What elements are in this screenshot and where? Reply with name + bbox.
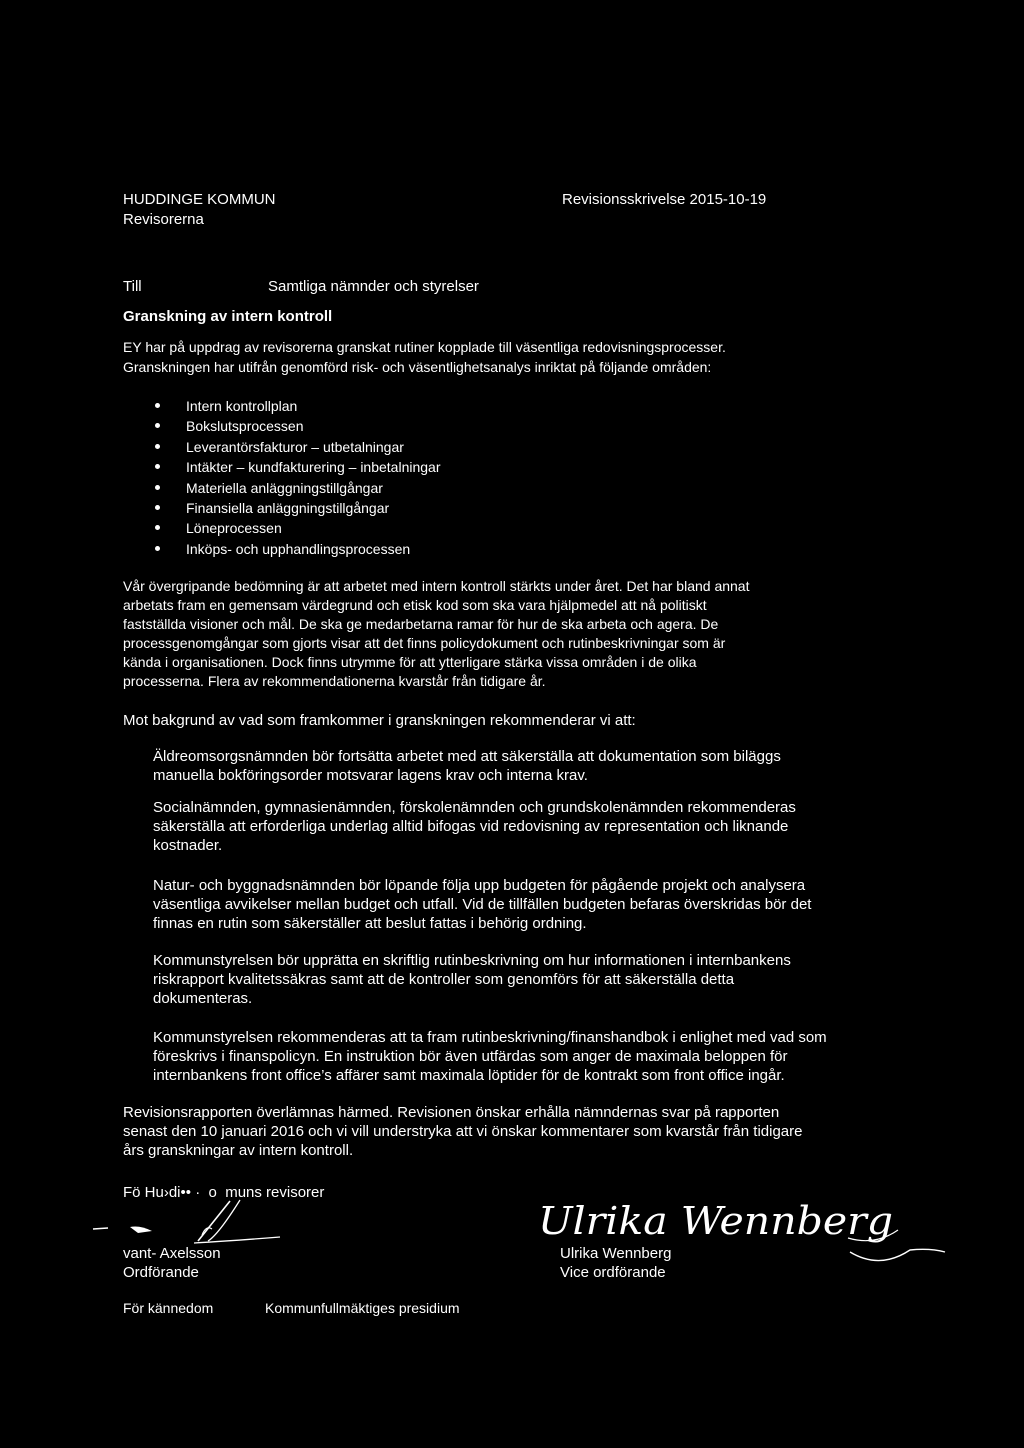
review-areas-list — [155, 396, 441, 559]
signer-2-role: Vice ordförande — [560, 1264, 666, 1281]
paragraph-line: Revisionsrapporten överlämnas härmed. Revisionen önskar erhålla nämndernas svar på rapporten — [123, 1104, 780, 1121]
recipient-label: Till — [123, 278, 142, 295]
list-item-label: Löneprocessen — [186, 520, 282, 537]
paragraph-line: processerna. Flera av rekommendationerna kvarstår från tidigare år. — [123, 673, 546, 689]
signer-2-name: Ulrika Wennberg — [560, 1245, 672, 1262]
intro-line-1: EY har på uppdrag av revisorerna granskat rutiner kopplade till väsentliga redovisningsprocesser. — [123, 339, 726, 355]
paragraph-line: Socialnämnden, gymnasienämnden, förskolenämnden och grundskolenämnden rekommenderas — [153, 799, 796, 816]
paragraph-line: Kommunstyrelsen rekommenderas att ta fram rutinbeskrivning/finanshandbok i enlighet med vad som — [153, 1029, 827, 1046]
list-item-label: Materiella anläggningstillgångar — [186, 479, 383, 496]
recommendation-2 — [153, 798, 913, 855]
recommendation-1 — [153, 747, 913, 785]
signer-1-role: Ordförande — [123, 1264, 199, 1281]
list-item — [155, 437, 441, 457]
bullet-icon — [155, 505, 160, 510]
list-item — [155, 498, 441, 518]
paragraph-line: arbetats fram en gemensam värdegrund och etisk kod som ska vara hjälpmedel att nå politiskt — [123, 597, 707, 613]
recommendation-5 — [153, 1028, 913, 1085]
list-item-label: Leverantörsfakturor – utbetalningar — [186, 438, 404, 455]
list-item-label: Intern kontrollplan — [186, 398, 298, 414]
paragraph-line: föreskrivs i finanspolicyn. En instruktion bör även utfärdas som anger de maximala beloppen för — [153, 1048, 788, 1065]
closing-paragraph — [123, 1103, 802, 1160]
organization-name: HUDDINGE KOMMUN — [123, 191, 276, 208]
list-item — [155, 416, 441, 436]
paragraph-line: processgenomgångar som gjorts visar att det finns policydokument och rutinbeskrivningar som är — [123, 635, 726, 651]
list-item-label: Bokslutsprocessen — [186, 418, 304, 435]
paragraph-line: internbankens front office’s affärer samt maximala löptider för de kontrakt som front office ingår. — [153, 1067, 785, 1084]
document-type-date: Revisionsskrivelse 2015-10-19 — [562, 191, 767, 208]
signer-1-name: vant- Axelsson — [123, 1245, 221, 1262]
recommendation-3 — [153, 876, 913, 933]
list-item — [155, 396, 441, 416]
paragraph-line: Kommunstyrelsen bör upprätta en skriftlig rutinbeskrivning om hur informationen i internbankens — [153, 952, 791, 969]
document-title: Granskning av intern kontroll — [123, 308, 333, 325]
bullet-icon — [155, 485, 160, 490]
list-item — [155, 518, 441, 538]
intro-line-2: Granskningen har utifrån genomförd risk- och väsentlighetsanalys inriktat på följande områden: — [123, 359, 712, 375]
paragraph-line: säkerställa att erforderliga underlag alltid bifogas vid redovisning av representation och liknande — [153, 818, 789, 835]
paragraph-line: kostnader. — [153, 837, 223, 854]
paragraph-line: väsentliga avvikelser mellan budget och utfall. Vid de tillfällen budgeten befaras överskridas bör det — [153, 896, 812, 913]
paragraph-line: dokumenteras. — [153, 990, 253, 1007]
footer-value: Kommunfullmäktiges presidium — [265, 1300, 460, 1316]
signature-2-text: Ulrika Wennberg — [538, 1199, 893, 1243]
paragraph-line: manuella bokföringsorder motsvarar lagens krav och interna krav. — [153, 767, 588, 784]
assessment-paragraph — [123, 577, 749, 691]
bullet-icon — [155, 403, 160, 408]
recipient-value: Samtliga nämnder och styrelser — [268, 278, 479, 295]
paragraph-line: Natur- och byggnadsnämnden bör löpande följa upp budgeten för pågående projekt och analysera — [153, 877, 806, 894]
paragraph-line: senast den 10 januari 2016 och vi vill understryka att vi önskar kommentarer som kvarstår från tidigare — [123, 1123, 803, 1140]
list-item-label: Inköps- och upphandlingsprocessen — [186, 540, 411, 557]
paragraph-line: Vår övergripande bedömning är att arbetet med intern kontroll stärkts under året. Det har bland annat — [123, 578, 750, 594]
paragraph-line: kända i organisationen. Dock finns utrymme för att ytterligare stärka vissa områden i de olika — [123, 654, 697, 670]
recommendation-intro: Mot bakgrund av vad som framkommer i granskningen rekommenderar vi att: — [123, 712, 636, 729]
list-item — [155, 457, 441, 477]
paragraph-line: riskrapport kvalitetssäkras samt att de kontroller som genomförs för att säkerställa detta — [153, 971, 735, 988]
list-item — [155, 539, 441, 559]
list-item-label: Finansiella anläggningstillgångar — [186, 499, 390, 516]
paragraph-line: års granskningar av intern kontroll. — [123, 1142, 354, 1159]
list-item-label: Intäkter – kundfakturering – inbetalningar — [186, 459, 441, 476]
bullet-icon — [155, 525, 160, 530]
paragraph-line: Äldreomsorgsnämnden bör fortsätta arbetet med att säkerställa att dokumentation som biläggs — [153, 748, 781, 765]
bullet-icon — [155, 546, 160, 551]
footer-label: För kännedom — [123, 1300, 214, 1316]
paragraph-line: finnas en rutin som säkerställer att beslut fattas i behörig ordning. — [153, 915, 587, 932]
recommendation-4 — [153, 951, 913, 1008]
bullet-icon — [155, 423, 160, 428]
bullet-icon — [155, 444, 160, 449]
signature-heading: Fö Hu›di•• · o muns revisorer — [123, 1184, 325, 1201]
paragraph-line: fastställda visioner och mål. De ska ge medarbetarna ramar för hur de ska arbeta och agera. De — [123, 616, 719, 632]
list-item — [155, 478, 441, 498]
department-name: Revisorerna — [123, 211, 204, 228]
bullet-icon — [155, 464, 160, 469]
